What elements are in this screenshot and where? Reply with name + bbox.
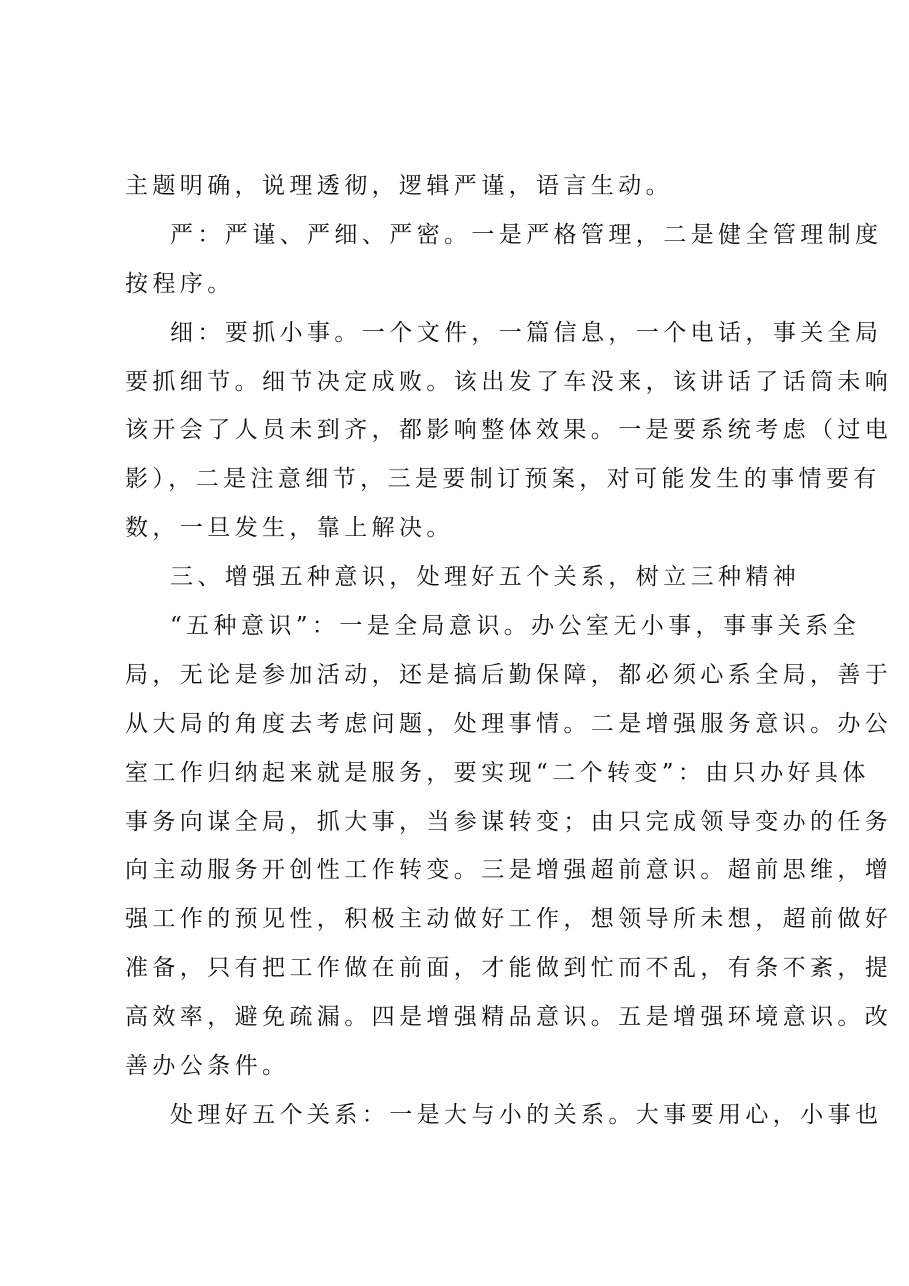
text-line: 数，一旦发生，靠上解决。 (125, 515, 454, 542)
text-line: 要抓细节。细节决定成败。该出发了车没来，该讲话了话筒未响 (125, 368, 893, 395)
text-line: 严：严谨、严细、严密。一是严格管理，二是健全管理制度 (170, 221, 883, 248)
text-line: 强工作的预见性，积极主动做好工作，想领导所未想，超前做好 (125, 906, 893, 933)
text-line: 主题明确，说理透彻，逻辑严谨，语言生动。 (125, 173, 673, 199)
text-line: 处理好五个关系：一是大与小的关系。大事要用心，小事也 (170, 1101, 883, 1128)
body-text (125, 162, 893, 1140)
text-line: 准备，只有把工作做在前面，才能做到忙而不乱，有条不紊，提 (125, 955, 893, 982)
text-line: 善办公条件。 (125, 1053, 290, 1080)
text-line: 高效率，避免疏漏。四是增强精品意识。五是增强环境意识。改 (125, 1004, 893, 1031)
text-line: 细：要抓小事。一个文件，一篇信息，一个电话，事关全局 (170, 319, 883, 346)
text-line: 局，无论是参加活动，还是搞后勤保障，都必须心系全局，善于 (125, 661, 893, 688)
text-line: 该开会了人员未到齐，都影响整体效果。一是要系统考虑（过电 (125, 417, 893, 444)
text-line: 按程序。 (125, 270, 235, 297)
text-line: “五种意识”：一是全局意识。办公室无小事，事事关系全 (170, 613, 860, 640)
text-line: 室工作归纳起来就是服务，要实现“二个转变”：由只办好具体 (125, 759, 870, 786)
section-heading: 三、增强五种意识，处理好五个关系，树立三种精神 (170, 564, 801, 591)
text-line: 事务向谋全局，抓大事，当参谋转变；由只完成领导变办的任务 (125, 808, 893, 835)
text-line: 从大局的角度去考虑问题，处理事情。二是增强服务意识。办公 (125, 710, 893, 737)
text-line: 影），二是注意细节，三是要制订预案，对可能发生的事情要有 (125, 466, 881, 493)
text-line: 向主动服务开创性工作转变。三是增强超前意识。超前思维，增 (125, 857, 893, 884)
